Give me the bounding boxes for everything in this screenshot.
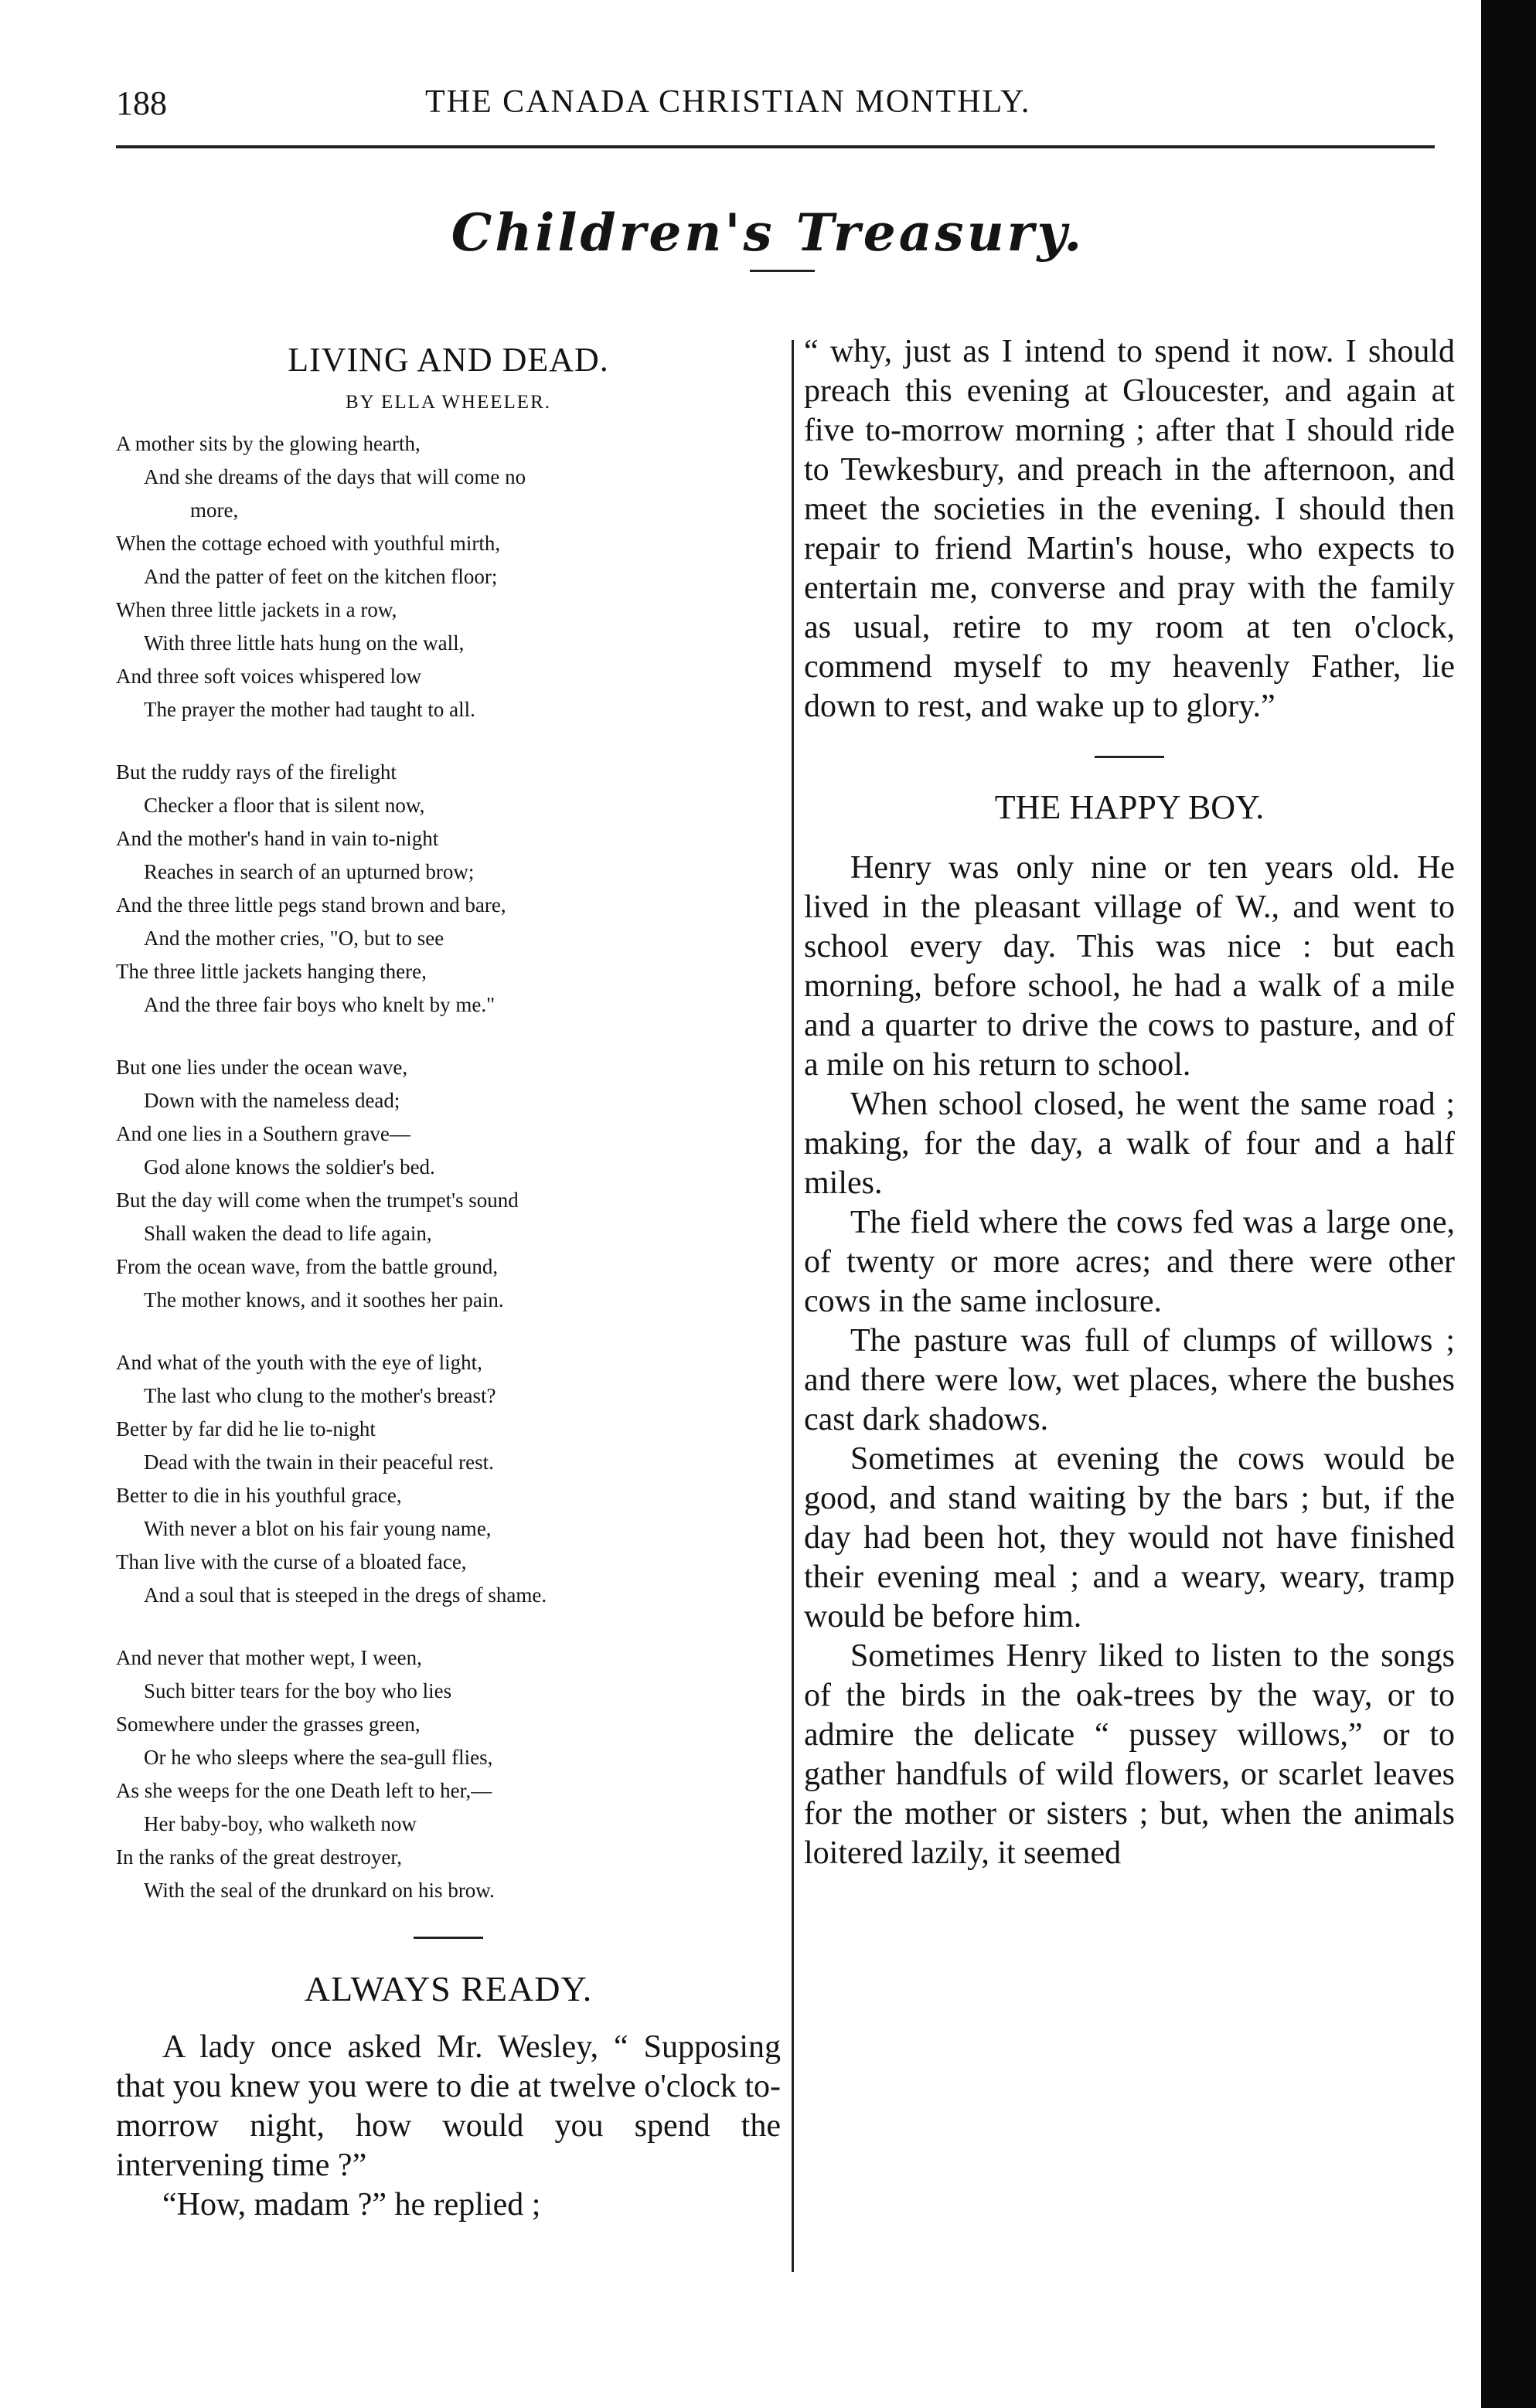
- header-rule: [116, 145, 1435, 148]
- poem-line: And she dreams of the days that will come no: [144, 465, 526, 488]
- poem-line: And the mother cries, "O, but to see: [144, 927, 444, 950]
- poem-line: And a soul that is steeped in the dregs of shame.: [144, 1583, 547, 1607]
- poem-line: And never that mother wept, I ween,: [116, 1646, 422, 1669]
- poem-line: From the ocean wave, from the battle ground,: [116, 1255, 499, 1278]
- poem-line: The mother knows, and it soothes her pain.: [144, 1288, 504, 1311]
- happy-boy-title: THE HAPPY BOY.: [994, 788, 1265, 826]
- poem-line: Such bitter tears for the boy who lies: [144, 1679, 452, 1702]
- poem-line: And one lies in a Southern grave—: [116, 1122, 410, 1145]
- running-title: THE CANADA CHRISTIAN MONTHLY.: [425, 84, 1031, 120]
- poem-stanza: [116, 1051, 781, 1317]
- poem-line: And the three fair boys who knelt by me.": [144, 993, 496, 1016]
- poem-body: [116, 427, 781, 1907]
- poem-stanza: [116, 756, 781, 1022]
- poem-line: The three little jackets hanging there,: [116, 960, 427, 983]
- running-header: [116, 83, 1430, 138]
- poem-line: Shall waken the dead to life again,: [144, 1222, 432, 1245]
- section-rule: [750, 270, 815, 272]
- poem-line: With three little hats hung on the wall,: [144, 631, 465, 655]
- poem-line: With never a blot on his fair young name,: [144, 1517, 492, 1540]
- column-divider: [792, 340, 794, 2272]
- poem-line: The prayer the mother had taught to all.: [144, 698, 475, 721]
- poem-line: Checker a floor that is silent now,: [144, 794, 425, 817]
- poem-stanza: [116, 427, 781, 726]
- paragraph: A lady once asked Mr. Wesley, “ Supposing that you knew you were to die at twelve o'clock to-morrow night, how would you spend the intervening time ?”: [116, 2029, 781, 2183]
- poem-line: But the ruddy rays of the firelight: [116, 760, 397, 784]
- poem-line: When three little jackets in a row,: [116, 598, 397, 621]
- paragraph: “ why, just as I intend to spend it now. I should preach this evening at Gloucester, and again at five to-morrow morning ; after that I should ride to Tewkesbury, and preach in the afternoon, and meet the societies in the evening. I should then repair to friend Martin's house, who expects to entertain me, converse and pray with the family as usual, retire to my room at ten o'clock, commend myself to my heavenly Father, lie down to rest, and wake up to glory.”: [804, 334, 1455, 724]
- paragraph: The field where the cows fed was a large one, of twenty or more acres; and there were other cows in the same inclosure.: [804, 1205, 1455, 1319]
- poem-line: With the seal of the drunkard on his brow.: [144, 1879, 495, 1902]
- poem-line: God alone knows the soldier's bed.: [144, 1155, 435, 1178]
- paragraph: The pasture was full of clumps of willows ; and there were low, wet places, where the bushes cast dark shadows.: [804, 1323, 1455, 1437]
- poem-byline: BY ELLA WHEELER.: [346, 392, 551, 413]
- happy-boy-body: [804, 849, 1455, 1873]
- poem-line: Reaches in search of an upturned brow;: [144, 860, 475, 883]
- poem-line: Better to die in his youthful grace,: [116, 1484, 402, 1507]
- poem-line: Somewhere under the grasses green,: [116, 1712, 421, 1736]
- right-column: [804, 332, 1455, 1873]
- always-ready-body: [116, 2028, 781, 2225]
- paragraph: Sometimes Henry liked to listen to the songs of the birds in the oak-trees by the way, or to admire the delicate “ pussey willows,” or to gather handfuls of wild flowers, or scarlet leaves for the mother or sisters ; but, when the animals loitered lazily, it seemed: [804, 1638, 1455, 1871]
- paragraph: Sometimes at evening the cows would be good, and stand waiting by the bars ; but, if the day had been hot, they would not have finished their evening meal ; and a weary, weary, tramp would be before him.: [804, 1441, 1455, 1634]
- section-title: Children's Treasury.: [451, 202, 1085, 263]
- poem-line: more,: [190, 498, 239, 522]
- poem-line: But one lies under the ocean wave,: [116, 1056, 408, 1079]
- poem-line: And the patter of feet on the kitchen floor;: [144, 565, 498, 588]
- poem-line: A mother sits by the glowing hearth,: [116, 432, 421, 455]
- poem-line: Down with the nameless dead;: [144, 1089, 400, 1112]
- poem-line: When the cottage echoed with youthful mirth,: [116, 532, 501, 555]
- poem-line: And what of the youth with the eye of light,: [116, 1351, 482, 1374]
- page-number: 188: [116, 84, 167, 122]
- poem-line: But the day will come when the trumpet's sound: [116, 1189, 519, 1212]
- poem-stanza: [116, 1641, 781, 1907]
- poem-line: The last who clung to the mother's breast?: [144, 1384, 496, 1407]
- poem-line: Or he who sleeps where the sea-gull flies,: [144, 1746, 493, 1769]
- always-ready-continuation: [804, 332, 1455, 726]
- poem-line: And the mother's hand in vain to-night: [116, 827, 439, 850]
- article-divider: [1095, 756, 1164, 758]
- poem-line: And the three little pegs stand brown and bare,: [116, 893, 506, 917]
- poem-title: LIVING AND DEAD.: [288, 341, 609, 379]
- poem-line: And three soft voices whispered low: [116, 665, 422, 688]
- paragraph: When school closed, he went the same road ; making, for the day, a walk of four and a half miles.: [804, 1087, 1455, 1201]
- article-divider: [414, 1937, 483, 1939]
- poem-line: Than live with the curse of a bloated face,: [116, 1550, 467, 1573]
- poem-line: As she weeps for the one Death left to her,—: [116, 1779, 492, 1802]
- left-column: [116, 340, 781, 2225]
- poem-line: Better by far did he lie to-night: [116, 1417, 376, 1440]
- poem-line: Dead with the twain in their peaceful rest.: [144, 1451, 494, 1474]
- poem-line: Her baby-boy, who walketh now: [144, 1812, 417, 1835]
- paragraph: Henry was only nine or ten years old. He lived in the pleasant village of W., and went to school every day. This was nice : but each morning, before school, he had a walk of a mile and a quarter to drive the cows to pasture, and of a mile on his return to school.: [804, 850, 1455, 1083]
- poem-line: In the ranks of the great destroyer,: [116, 1845, 403, 1869]
- paragraph: “How, madam ?” he replied ;: [162, 2187, 541, 2223]
- poem-stanza: [116, 1346, 781, 1612]
- always-ready-title: ALWAYS READY.: [304, 1969, 593, 2008]
- page-edge-shadow: [1481, 0, 1536, 2408]
